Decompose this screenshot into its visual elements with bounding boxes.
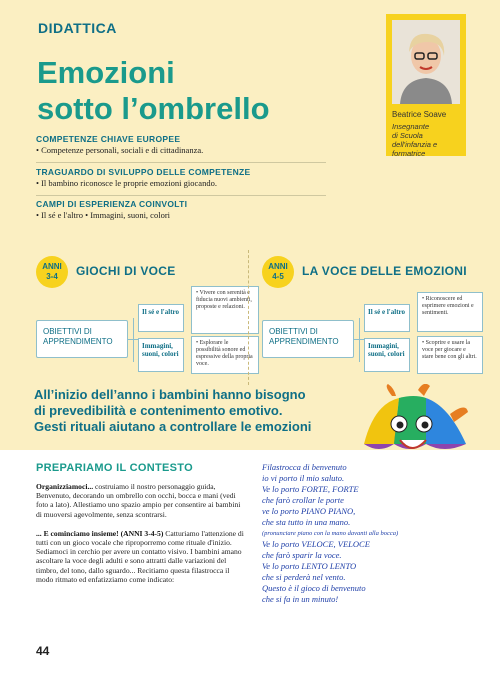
author-photo [392,20,460,104]
paragraph-lead: ... E cominciamo insieme! (ANNI 3-4-5) [36,528,164,538]
poem-line: che sta tutto in una mano. [262,517,351,527]
badge-line: ANNI [42,262,62,271]
meta-competenze [36,134,326,155]
activity-title: GIOCHI DI VOCE [76,264,176,278]
section-label: DIDATTICA [38,20,117,36]
poem-line: che farò crollar le porte [262,495,344,505]
obj-line: OBIETTIVI DI [269,327,318,336]
poem-line: che farò sparir la voce. [262,550,342,560]
obj-line: OBIETTIVI DI [43,327,92,336]
author-card [386,14,466,156]
author-role-line: formatrice [392,149,426,158]
activity-title: LA VOCE DELLE EMOZIONI [302,264,467,278]
goal-2: • Esplorare le possibilità sonore ed espressive della propria voce. [191,336,259,374]
meta-heading: CAMPI DI ESPERIENZA COINVOLTI [36,199,188,209]
author-role-line: di Scuola [392,131,423,140]
umbrella-character-icon [354,384,474,474]
author-role-line: Insegnante [392,122,430,131]
obj-line: APPRENDIMENTO [269,337,339,346]
meta-text: • Competenze personali, sociali e di cittadinanza. [36,145,204,155]
activity-box-1 [36,250,256,378]
title-line-2: sotto l’ombrello [37,91,270,126]
poem-line: che si perderà nel vento. [262,572,346,582]
poem-line: che si fa in un minuto! [262,594,339,604]
goal-2: • Scoprire e usare la voce per giocare e stare bene con gli altri. [417,336,483,374]
poem-line: Ve lo porto FORTE, FORTE [262,484,359,494]
highlight-text [34,387,354,435]
prep-text [36,482,246,594]
title-line-1: Emozioni [37,55,175,90]
meta-campi [36,199,326,220]
meta-traguardo [36,167,326,188]
objectives-label [262,320,354,358]
section-heading-prep: PREPARIAMO IL CONTESTO [36,462,193,474]
page-title [37,55,270,127]
poem-line: Ve lo porto VELOCE, VELOCE [262,539,370,549]
author-portrait-icon [392,20,460,104]
prep-paragraph [36,529,246,584]
activity-box-2 [262,250,482,378]
poem-note: (pronunciare piano con la mano davanti alla bocca) [262,530,399,537]
poem-line: ve lo porto PIANO PIANO, [262,506,356,516]
meta-text: • Il sé e l'altro • Immagini, suoni, colori [36,210,171,220]
box-separator [248,250,249,385]
age-badge [36,256,68,288]
paragraph-lead: Organizziamoci... [36,482,94,491]
age-badge [262,256,294,288]
badge-line: 3-4 [46,272,58,281]
meta-text: • Il bambino riconosce le proprie emozioni giocando. [36,178,217,188]
goal-1: • Riconoscere ed esprimere emozioni e sentimenti. [417,292,483,332]
paragraph-body: costruiamo il nostro personaggio guida, Benvenuto, decorando un ombrello con occhi, bocca e mani (vedi foto a lato). Allestiamo uno spazio ampio per consentire ai bambini di muoversi agevolmente, senza scontrarsi. [36,482,241,519]
highlight-line: Gesti rituali aiutano a controllare le emozioni [34,419,312,434]
poem-line: io vi porto il mio saluto. [262,473,345,483]
poem-line: Questo è il gioco di benvenuto [262,583,366,593]
poem [262,462,472,605]
prep-paragraph [36,482,246,519]
highlight-line: All’inizio dell’anno i bambini hanno bisogno [34,387,306,402]
divider [36,162,326,163]
author-name: Beatrice Soave [392,110,447,119]
obj-line: APPRENDIMENTO [43,337,113,346]
field-sé-altro: Il sé e l'altro [364,304,410,332]
objectives-label [36,320,128,358]
connector [359,318,360,362]
field-immagini: Immagini, suoni, colori [364,338,410,372]
field-immagini: Immagini, suoni, colori [138,338,184,372]
poem-line: Ve lo porto LENTO LENTO [262,561,357,571]
meta-heading: TRAGUARDO DI SVILUPPO DELLE COMPETENZE [36,167,251,177]
field-sé-altro: Il sé e l'altro [138,304,184,332]
divider [36,195,326,196]
badge-line: ANNI [268,262,288,271]
highlight-line: di prevedibilità e contenimento emotivo. [34,403,283,418]
poem-line: Filastrocca di benvenuto [262,462,347,472]
badge-line: 4-5 [272,272,284,281]
goal-1: • Vivere con serenità e fiducia nuovi ambienti, proposte e relazioni. [191,286,259,334]
page-number: 44 [36,644,50,658]
connector [133,318,134,362]
author-role [392,122,466,158]
author-role-line: dell'infanzia e [392,140,438,149]
meta-heading: COMPETENZE CHIAVE EUROPEE [36,134,181,144]
paragraph-body: Catturiamo l'attenzione di tutti con un gioco vocale che riproporremo come rituale d'inizio. Sediamoci in cerchio per avere un contatto visivo. I bambini amano ascoltare la voce degli adulti e sono attratti dalle variazioni del timbro, del tono, dallo sguardo... Recitiamo questa filastrocca il modo ritmato ed enfatizziamo come indicato: [36,528,244,584]
